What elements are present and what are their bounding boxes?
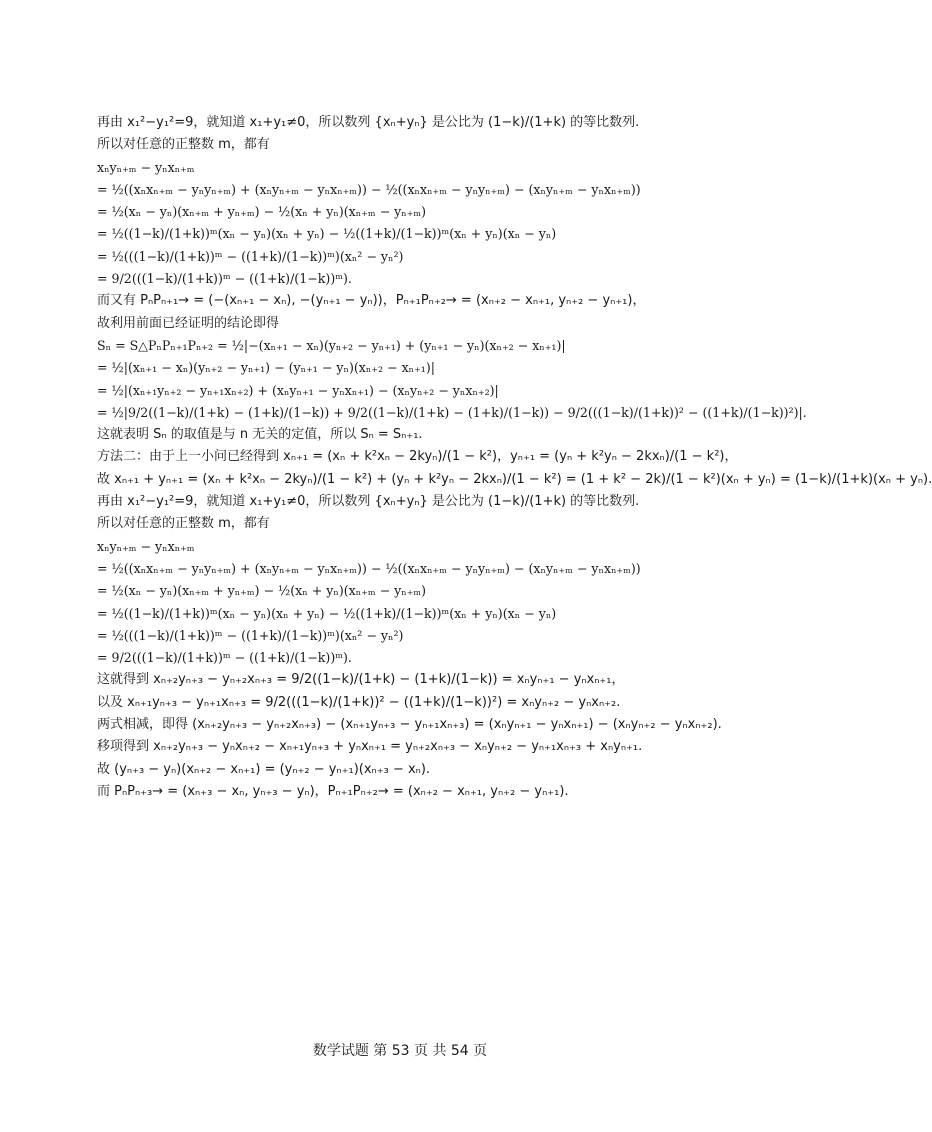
text-line: 两式相减，即得 (xₙ₊₂yₙ₊₃ − yₙ₊₂xₙ₊₃) − (xₙ₊₁yₙ₊₃ − yₙ₊₁xₙ₊₃) = (xₙyₙ₊₁ − yₙxₙ₊₁) − (xₙyₙ₊₂ − yₙxₙ₊₂). (97, 717, 722, 733)
text-line: 以及 xₙ₊₁yₙ₊₃ − yₙ₊₁xₙ₊₃ = 9/2(((1−k)/(1+k))² − ((1+k)/(1−k))²) = xₙyₙ₊₂ − yₙxₙ₊₂. (97, 694, 621, 710)
equation-line: = ½((xₙxₙ₊ₘ − yₙyₙ₊ₘ) + (xₙyₙ₊ₘ − yₙxₙ₊ₘ)) − ½((xₙxₙ₊ₘ − yₙyₙ₊ₘ) − (xₙyₙ₊ₘ − yₙxₙ₊ₘ)) (97, 560, 641, 576)
text-line: 故 xₙ₊₁ + yₙ₊₁ = (xₙ + k²xₙ − 2kyₙ)/(1 − k²) + (yₙ + k²yₙ − 2kxₙ)/(1 − k²) = (1 + k² − 2k)/(1 − k²)(xₙ + yₙ) = (1−k)/(1+k)(xₙ + yₙ). (97, 471, 932, 487)
equation-line: = ½(((1−k)/(1+k))ᵐ − ((1+k)/(1−k))ᵐ)(xₙ² − yₙ²) (97, 248, 404, 264)
text-line: 再由 x₁²−y₁²=9，就知道 x₁+y₁≠0，所以数列 {xₙ+yₙ} 是公比为 (1−k)/(1+k) 的等比数列. (97, 115, 640, 130)
equation-line: = ½((1−k)/(1+k))ᵐ(xₙ − yₙ)(xₙ + yₙ) − ½((1+k)/(1−k))ᵐ(xₙ + yₙ)(xₙ − yₙ) (97, 605, 557, 621)
equation-line: = ½(xₙ − yₙ)(xₙ₊ₘ + yₙ₊ₘ) − ½(xₙ + yₙ)(xₙ₊ₘ − yₙ₊ₘ) (97, 583, 427, 599)
text-line: 方法二：由于上一小问已经得到 xₙ₊₁ = (xₙ + k²xₙ − 2kyₙ)/(1 − k²)，yₙ₊₁ = (yₙ + k²yₙ − 2kxₙ)/(1 − k²)， (97, 449, 738, 465)
text-line: 而又有 PₙPₙ₊₁→ = (−(xₙ₊₁ − xₙ), −(yₙ₊₁ − yₙ))，Pₙ₊₁Pₙ₊₂→ = (xₙ₊₂ − xₙ₊₁, yₙ₊₂ − yₙ₊₁)， (97, 293, 646, 309)
text-line: 而 PₙPₙ₊₃→ = (xₙ₊₃ − xₙ, yₙ₊₃ − yₙ)，Pₙ₊₁Pₙ₊₂→ = (xₙ₊₂ − xₙ₊₁, yₙ₊₂ − yₙ₊₁). (97, 783, 569, 799)
equation-line: = ½((xₙxₙ₊ₘ − yₙyₙ₊ₘ) + (xₙyₙ₊ₘ − yₙxₙ₊ₘ)) − ½((xₙxₙ₊ₘ − yₙyₙ₊ₘ) − (xₙyₙ₊ₘ − yₙxₙ₊ₘ)) (97, 181, 641, 197)
text-line: 所以对任意的正整数 m，都有 (97, 137, 270, 153)
equation-line: = ½|(xₙ₊₁yₙ₊₂ − yₙ₊₁xₙ₊₂) + (xₙyₙ₊₁ − yₙxₙ₊₁) − (xₙyₙ₊₂ − yₙxₙ₊₂)| (97, 382, 499, 398)
page-footer: 数学试题 第 53 页 共 54 页 (312, 1043, 488, 1059)
equation-line: xₙyₙ₊ₘ − yₙxₙ₊ₘ (97, 538, 195, 554)
equation-line: = ½(xₙ − yₙ)(xₙ₊ₘ + yₙ₊ₘ) − ½(xₙ + yₙ)(xₙ₊ₘ − yₙ₊ₘ) (97, 204, 427, 220)
text-line: 故 (yₙ₊₃ − yₙ)(xₙ₊₂ − xₙ₊₁) = (yₙ₊₂ − yₙ₊₁)(xₙ₊₃ − xₙ). (97, 761, 431, 777)
equation-line: = 9/2(((1−k)/(1+k))ᵐ − ((1+k)/(1−k))ᵐ). (97, 271, 352, 287)
solution-text (97, 112, 932, 803)
text-line: 移项得到 xₙ₊₂yₙ₊₃ − yₙxₙ₊₂ − xₙ₊₁yₙ₊₃ + yₙxₙ₊₁ = yₙ₊₂xₙ₊₃ − xₙyₙ₊₂ − yₙ₊₁xₙ₊₃ + xₙyₙ₊₁. (97, 739, 643, 755)
equation-line: = 9/2(((1−k)/(1+k))ᵐ − ((1+k)/(1−k))ᵐ). (97, 650, 352, 666)
text-line: 所以对任意的正整数 m，都有 (97, 516, 270, 532)
equation-line: xₙyₙ₊ₘ − yₙxₙ₊ₘ (97, 159, 195, 175)
text-line: 再由 x₁²−y₁²=9，就知道 x₁+y₁≠0，所以数列 {xₙ+yₙ} 是公比为 (1−k)/(1+k) 的等比数列. (97, 494, 640, 510)
text-line: 这就得到 xₙ₊₂yₙ₊₃ − yₙ₊₂xₙ₊₃ = 9/2((1−k)/(1+k) − (1+k)/(1−k)) = xₙyₙ₊₁ − yₙxₙ₊₁， (97, 672, 625, 688)
text-line: 故利用前面已经证明的结论即得 (97, 315, 280, 331)
equation-line: = ½((1−k)/(1+k))ᵐ(xₙ − yₙ)(xₙ + yₙ) − ½((1+k)/(1−k))ᵐ(xₙ + yₙ)(xₙ − yₙ) (97, 226, 557, 242)
equation-line: = ½(((1−k)/(1+k))ᵐ − ((1+k)/(1−k))ᵐ)(xₙ² − yₙ²) (97, 627, 404, 643)
text-line: 这就表明 Sₙ 的取值是与 n 无关的定值，所以 Sₙ = Sₙ₊₁. (97, 427, 423, 443)
equation-line: = ½|9/2((1−k)/(1+k) − (1+k)/(1−k)) + 9/2((1−k)/(1+k) − (1+k)/(1−k)) − 9/2(((1−k)/(1+k))² − ((1+k)/(1−k))²)|. (97, 404, 807, 420)
equation-line: = ½|(xₙ₊₁ − xₙ)(yₙ₊₂ − yₙ₊₁) − (yₙ₊₁ − yₙ)(xₙ₊₂ − xₙ₊₁)| (97, 360, 435, 376)
equation-line: Sₙ = S△PₙPₙ₊₁Pₙ₊₂ = ½|−(xₙ₊₁ − xₙ)(yₙ₊₂ − yₙ₊₁) + (yₙ₊₁ − yₙ)(xₙ₊₂ − xₙ₊₁)| (97, 337, 566, 353)
